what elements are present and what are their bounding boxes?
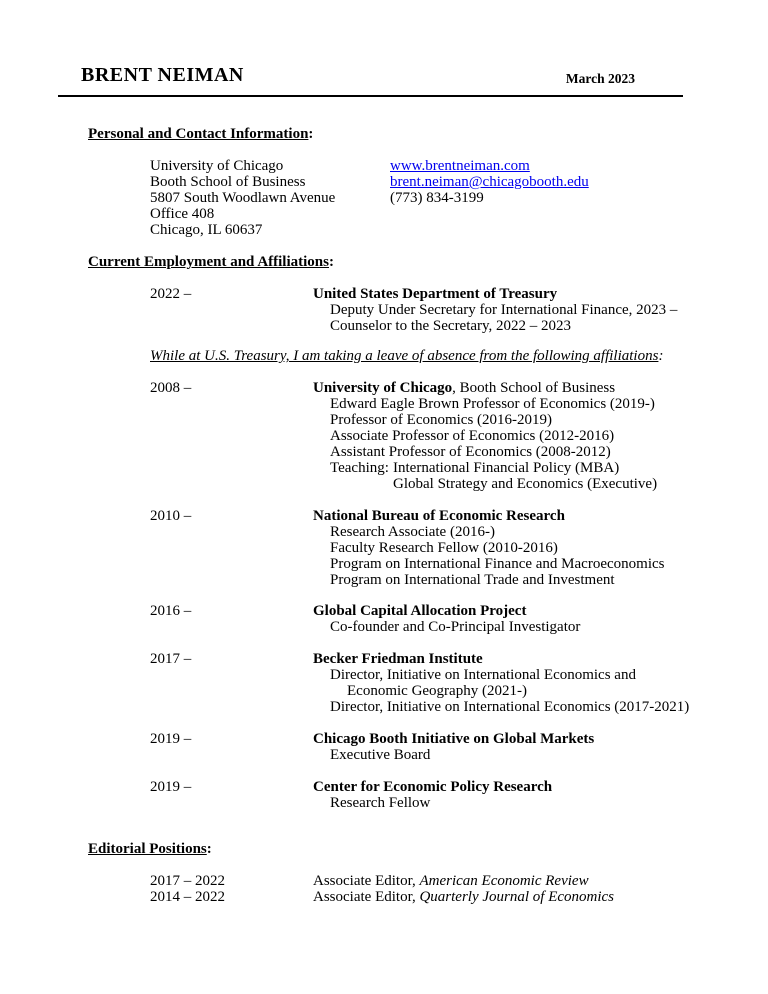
section-heading-editorial-colon: :	[206, 841, 212, 857]
employment-entry-igm	[150, 731, 768, 763]
leave-note-text: While at U.S. Treasury, I am taking a leave of absence from the following affiliations	[150, 348, 659, 364]
entry-date: 2022 –	[150, 286, 192, 302]
contact-block	[150, 158, 768, 238]
entry-body	[313, 779, 768, 811]
entry-role: Counselor to the Secretary, 2022 – 2023	[330, 318, 572, 334]
org-name: Becker Friedman Institute	[313, 651, 483, 667]
header-date: March 2023	[565, 71, 635, 86]
entry-role: Executive Board	[330, 747, 431, 763]
entry-role: Research Associate (2016-)	[330, 524, 495, 540]
employment-entry-gcap	[150, 603, 768, 635]
employment-entry-cepr	[150, 779, 768, 811]
entry-role: Faculty Research Fellow (2010-2016)	[330, 540, 558, 556]
section-heading-contact	[88, 126, 768, 142]
entry-body	[313, 380, 768, 492]
address-line: Office 408	[150, 206, 215, 222]
editorial-role-text: Associate Editor,	[313, 873, 420, 889]
address-line: University of Chicago	[150, 158, 284, 174]
page-title: BRENT NEIMAN	[81, 64, 244, 86]
org-name: United States Department of Treasury	[313, 286, 558, 302]
teaching-label: Teaching:	[330, 460, 389, 476]
editorial-date: 2017 – 2022	[150, 873, 225, 889]
entry-date: 2008 –	[150, 380, 192, 396]
employment-entry-treasury	[150, 286, 768, 334]
section-heading-contact-colon: :	[308, 126, 314, 142]
org-name: Chicago Booth Initiative on Global Markets	[313, 731, 595, 747]
editorial-role-text: Associate Editor,	[313, 889, 420, 905]
org-suffix: , Booth School of Business	[452, 380, 616, 396]
contact-links	[390, 158, 768, 238]
editorial-role	[313, 889, 768, 905]
entry-role: Director, Initiative on International Economics (2017-2021)	[330, 699, 690, 715]
entry-role-continued: Economic Geography (2021-)	[347, 683, 527, 699]
teaching-course: Global Strategy and Economics (Executive)	[393, 476, 658, 492]
entry-org	[313, 731, 768, 747]
teaching-course: International Financial Policy (MBA)	[393, 460, 620, 476]
entry-date: 2010 –	[150, 508, 192, 524]
org-name: Center for Economic Policy Research	[313, 779, 553, 795]
org-name: University of Chicago	[313, 380, 453, 396]
section-heading-employment-text: Current Employment and Affiliations	[88, 254, 329, 270]
entry-org	[313, 508, 768, 524]
header	[0, 0, 768, 97]
entry-role: Co-founder and Co-Principal Investigator	[330, 619, 581, 635]
entry-date: 2019 –	[150, 731, 192, 747]
entry-date: 2016 –	[150, 603, 192, 619]
phone-number: (773) 834-3199	[390, 190, 484, 206]
address-line: Chicago, IL 60637	[150, 222, 263, 238]
website-link[interactable]: www.brentneiman.com	[390, 158, 530, 174]
email-row	[390, 174, 768, 190]
org-name: Global Capital Allocation Project	[313, 603, 527, 619]
editorial-role	[313, 873, 768, 889]
editorial-row-aer	[150, 873, 768, 889]
employment-entry-bfi	[150, 651, 768, 715]
entry-role: Research Fellow	[330, 795, 431, 811]
org-name: National Bureau of Economic Research	[313, 508, 565, 524]
entry-role: Program on International Trade and Investment	[330, 572, 615, 588]
contact-address	[150, 158, 390, 238]
section-heading-employment	[88, 254, 768, 270]
entry-role: Director, Initiative on International Economics and	[330, 667, 636, 683]
entry-role: Edward Eagle Brown Professor of Economics (2019-)	[330, 396, 655, 412]
editorial-row-qje	[150, 889, 768, 905]
entry-role: Professor of Economics (2016-2019)	[330, 412, 553, 428]
address-line: 5807 South Woodlawn Avenue	[150, 190, 336, 206]
employment-entry-nber	[150, 508, 768, 588]
email-link[interactable]: brent.neiman@chicagobooth.edu	[390, 174, 589, 190]
section-heading-contact-text: Personal and Contact Information	[88, 126, 309, 142]
employment-entry-uchicago	[150, 380, 768, 492]
teaching-row	[313, 460, 768, 476]
entry-role: Associate Professor of Economics (2012-2016)	[330, 428, 615, 444]
entry-org	[313, 603, 768, 619]
entry-role: Program on International Finance and Macroeconomics	[330, 556, 665, 572]
website-row	[390, 158, 768, 174]
entry-org	[313, 286, 768, 302]
section-heading-editorial	[88, 841, 768, 857]
entry-body	[313, 651, 768, 715]
entry-org	[313, 779, 768, 795]
entry-org	[313, 380, 768, 396]
entry-role: Deputy Under Secretary for International Finance, 2023 –	[330, 302, 678, 318]
editorial-date: 2014 – 2022	[150, 889, 225, 905]
leave-note-colon: :	[658, 348, 664, 364]
section-heading-employment-colon: :	[329, 254, 334, 270]
section-heading-editorial-text: Editorial Positions	[88, 841, 207, 857]
entry-date: 2019 –	[150, 779, 192, 795]
entry-body	[313, 286, 768, 334]
journal-name: American Economic Review	[419, 873, 589, 889]
entry-body	[313, 731, 768, 763]
address-line: Booth School of Business	[150, 174, 306, 190]
journal-name: Quarterly Journal of Economics	[419, 889, 615, 905]
entry-date: 2017 –	[150, 651, 192, 667]
header-rule	[58, 62, 683, 97]
entry-role: Assistant Professor of Economics (2008-2012)	[330, 444, 611, 460]
entry-body	[313, 508, 768, 588]
leave-of-absence-note	[150, 348, 768, 364]
entry-body	[313, 603, 768, 635]
entry-org	[313, 651, 768, 667]
